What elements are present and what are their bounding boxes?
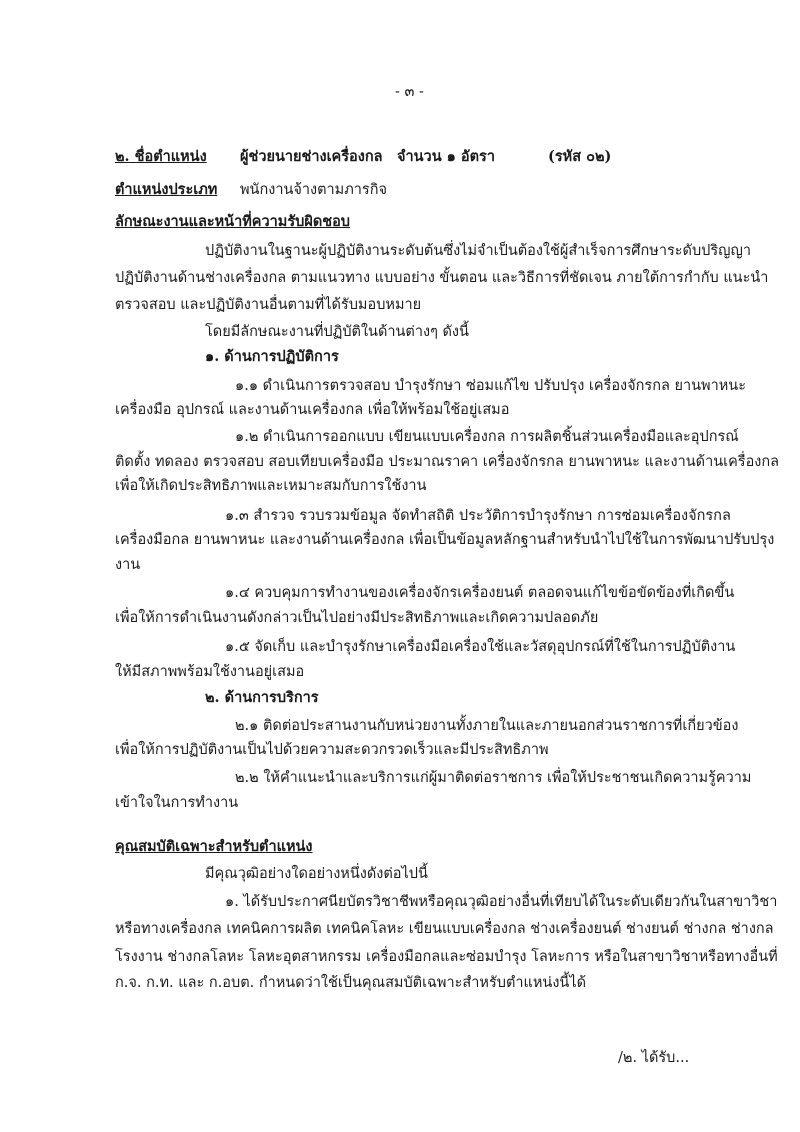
item-1-1-line-1: ๑.๑ ดำเนินการตรวจสอบ บำรุงรักษา ซ่อมแก้ไข ปรับปรุง เครื่องจักรกล ยานพาหนะ xyxy=(235,378,746,394)
qualification-1-line-4: ก.จ. ก.ท. และ ก.อบต. กำหนดว่าใช้เป็นคุณสมบัติเฉพาะสำหรับตำแหน่งนี้ได้ xyxy=(115,975,587,991)
duties-intro-line-3: ตรวจสอบ และปฏิบัติงานอื่นตามที่ได้รับมอบหมาย xyxy=(115,297,422,313)
item-2-2-line-2: เข้าใจในการทำงาน xyxy=(115,795,239,811)
item-1-2-line-1: ๑.๒ ดำเนินการออกแบบ เขียนแบบเครื่องกล การผลิตชิ้นส่วนเครื่องมือและอุปกรณ์ xyxy=(235,429,739,445)
position-quantity: จำนวน ๑ อัตรา xyxy=(397,148,495,165)
item-1-1-line-2: เครื่องมือ อุปกรณ์ และงานด้านเครื่องกล เพื่อให้พร้อมใช้อยู่เสมอ xyxy=(115,402,510,418)
position-label: ๒. ชื่อตำแหน่ง xyxy=(115,148,207,165)
duties-heading: ลักษณะงานและหน้าที่ความรับผิดชอบ xyxy=(115,213,350,230)
duties-intro-line-2: ปฏิบัติงานด้านช่างเครื่องกล ตามแนวทาง แบบอย่าง ขั้นตอน และวิธีการที่ชัดเจน ภายใต้การกำกับ แนะนำ xyxy=(115,270,769,286)
item-1-4-line-1: ๑.๔ ควบคุมการทำงานของเครื่องจักรเครื่องยนต์ ตลอดจนแก้ไขข้อขัดข้องที่เกิดขึ้น xyxy=(225,585,735,601)
item-1-5-line-1: ๑.๕ จัดเก็บ และบำรุงรักษาเครื่องมือเครื่องใช้และวัสดุอุปกรณ์ที่ใช้ในการปฏิบัติงาน xyxy=(225,639,736,655)
item-2-1-line-1: ๒.๑ ติดต่อประสานงานกับหน่วยงานทั้งภายในและภายนอกส่วนราชการที่เกี่ยวข้อง xyxy=(235,718,739,734)
areas-intro: โดยมีลักษณะงานที่ปฏิบัติในด้านต่างๆ ดังนี้ xyxy=(205,324,469,340)
item-1-5-line-2: ให้มีสภาพพร้อมใช้งานอยู่เสมอ xyxy=(115,664,305,680)
duties-intro-line-1: ปฏิบัติงานในฐานะผู้ปฏิบัติงานระดับต้นซึ่งไม่จำเป็นต้องใช้ผู้สำเร็จการศึกษาระดับปริญญา xyxy=(205,243,752,259)
position-type-value: พนักงานจ้างตามภารกิจ xyxy=(240,182,387,198)
item-1-2-line-2: ติดตั้ง ทดลอง ตรวจสอบ สอบเทียบเครื่องมือ ประมาณราคา เครื่องจักรกล ยานพาหนะ และงานด้านเครื่องกล xyxy=(115,454,780,470)
item-1-2-line-3: เพื่อให้เกิดประสิทธิภาพและเหมาะสมกับการใช้งาน xyxy=(115,478,427,494)
qualification-1-line-1: ๑. ได้รับประกาศนียบัตรวิชาชีพหรือคุณวุฒิอย่างอื่นที่เทียบได้ในระดับเดียวกันในสาขาวิชา xyxy=(225,894,778,910)
position-name: ผู้ช่วยนายช่างเครื่องกล xyxy=(240,148,383,165)
position-type-label: ตำแหน่งประเภท xyxy=(115,181,218,198)
section-2-title: ๒. ด้านการบริการ xyxy=(205,689,319,706)
qualifications-heading: คุณสมบัติเฉพาะสำหรับตำแหน่ง xyxy=(115,838,313,855)
continued-marker: /๒. ได้รับ... xyxy=(618,1050,690,1066)
item-1-3-line-3: งาน xyxy=(115,557,141,573)
item-2-1-line-2: เพื่อให้การปฏิบัติงานเป็นไปด้วยความสะดวกรวดเร็วและมีประสิทธิภาพ xyxy=(115,742,549,758)
qualifications-intro: มีคุณวุฒิอย่างใดอย่างหนึ่งดังต่อไปนี้ xyxy=(205,866,428,882)
item-2-2-line-1: ๒.๒ ให้คำแนะนำและบริการแก่ผู้มาติดต่อราชการ เพื่อให้ประชาชนเกิดความรู้ความ xyxy=(235,770,752,786)
page-number: - ๓ - xyxy=(395,84,424,100)
qualification-1-line-3: โรงงาน ช่างกลโลหะ โลหะอุตสาหกรรม เครื่องมือกลและซ่อมบำรุง โลหะการ หรือในสาขาวิชาหรือทางอื่นที่ xyxy=(115,949,778,965)
item-1-4-line-2: เพื่อให้การดำเนินงานดังกล่าวเป็นไปอย่างมีประสิทธิภาพและเกิดความปลอดภัย xyxy=(115,610,599,626)
section-1-title: ๑. ด้านการปฏิบัติการ xyxy=(205,348,339,365)
item-1-3-line-1: ๑.๓ สำรวจ รวบรวมข้อมูล จัดทำสถิติ ประวัติการบำรุงรักษา การซ่อมเครื่องจักรกล xyxy=(225,508,731,524)
item-1-3-line-2: เครื่องมือกล ยานพาหนะ และงานด้านเครื่องกล เพื่อเป็นข้อมูลหลักฐานสำหรับนำไปใช้ในการพัฒนาปรับปรุง xyxy=(115,532,775,548)
position-code: (รหัส ๐๒) xyxy=(548,148,612,165)
qualification-1-line-2: หรือทางเครื่องกล เทคนิคการผลิต เทคนิคโลหะ เขียนแบบเครื่องกล ช่างเครื่องยนต์ ช่างยนต์ ช่างกล ช่างกล xyxy=(115,921,774,937)
